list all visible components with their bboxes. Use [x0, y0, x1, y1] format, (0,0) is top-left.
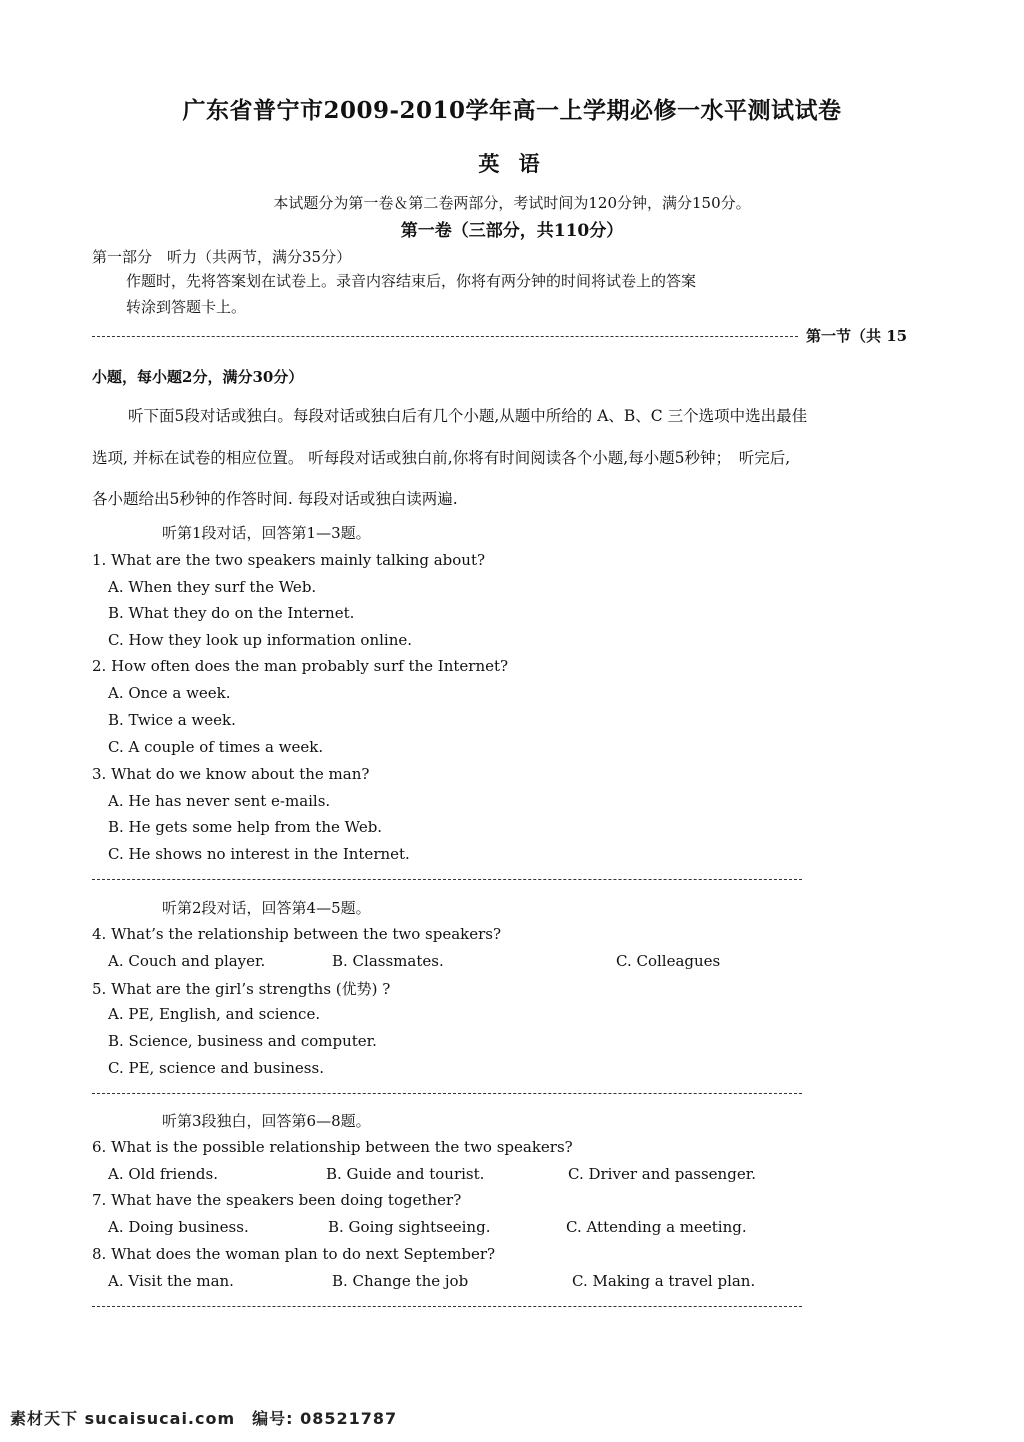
question: 3. What do we know about the man? — [92, 765, 370, 783]
subject-heading: 英 语 — [478, 151, 546, 176]
part1-note-line1: 作题时，先将答案划在试卷上。录音内容结束后，你将有两分钟的时间将试卷上的答案 — [126, 272, 697, 290]
question: 5. What are the girl’s strengths (优势) ? — [92, 980, 391, 998]
option: A. Couch and player. — [108, 952, 266, 970]
question: 2. How often does the man probably surf the Internet? — [92, 657, 509, 675]
instruction-line3: 各小题给出5秒钟的作答时间. 每段对话或独白读两遍. — [92, 490, 458, 508]
question: 6. What is the possible relationship between the two speakers? — [92, 1138, 573, 1156]
divider-line — [92, 1093, 802, 1094]
option: A. Once a week. — [108, 684, 231, 702]
section1-heading-cont: 小题，每小题2分，满分30分） — [92, 368, 304, 386]
option: B. Twice a week. — [108, 711, 236, 729]
option: A. PE, English, and science. — [108, 1005, 321, 1023]
option: C. Colleagues — [616, 952, 721, 970]
divider-line — [92, 1306, 802, 1307]
option: B. Classmates. — [332, 952, 444, 970]
option: B. Guide and tourist. — [326, 1165, 485, 1183]
option: B. Going sightseeing. — [328, 1218, 491, 1236]
option: C. Driver and passenger. — [568, 1165, 756, 1183]
part1-note-line2: 转涂到答题卡上。 — [126, 298, 247, 316]
question: 1. What are the two speakers mainly talking about? — [92, 551, 486, 569]
volume-heading: 第一卷（三部分，共110分） — [400, 221, 624, 241]
segment-label: 听第1段对话，回答第1—3题。 — [162, 524, 371, 542]
option: B. He gets some help from the Web. — [108, 818, 383, 836]
option: C. He shows no interest in the Internet. — [108, 845, 410, 863]
watermark-text: 素材天下 sucaisucai.com 编号: 08521787 — [10, 1409, 398, 1428]
part1-heading: 第一部分 听力（共两节，满分35分） — [92, 248, 352, 266]
option: A. Old friends. — [108, 1165, 218, 1183]
option: A. Visit the man. — [108, 1272, 234, 1290]
option: A. When they surf the Web. — [108, 578, 317, 596]
option: C. PE, science and business. — [108, 1059, 324, 1077]
option: C. How they look up information online. — [108, 631, 413, 649]
question: 8. What does the woman plan to do next September? — [92, 1245, 496, 1263]
divider-line — [92, 879, 802, 880]
question: 7. What have the speakers been doing together? — [92, 1191, 462, 1209]
exam-info: 本试题分为第一卷＆第二卷两部分，考试时间为120分钟，满分150分。 — [273, 194, 751, 212]
option: C. A couple of times a week. — [108, 738, 324, 756]
option: A. Doing business. — [108, 1218, 249, 1236]
exam-title: 广东省普宁市2009-2010学年高一上学期必修一水平测试试卷 — [182, 97, 842, 124]
option: A. He has never sent e-mails. — [108, 792, 331, 810]
divider-line — [92, 336, 798, 337]
instruction-line2: 选项, 并标在试卷的相应位置。 听每段对话或独白前,你将有时间阅读各个小题,每小题5秒钟； 听完后, — [92, 449, 791, 467]
section1-heading: 第一节（共 15 — [806, 327, 908, 345]
option: B. Science, business and computer. — [108, 1032, 377, 1050]
question: 4. What’s the relationship between the two speakers? — [92, 925, 502, 943]
instruction-line1: 听下面5段对话或独白。每段对话或独白后有几个小题,从题中所给的 A、B、C 三个选项中选出最佳 — [128, 407, 808, 425]
segment-label: 听第3段独白，回答第6—8题。 — [162, 1112, 371, 1130]
segment-label: 听第2段对话，回答第4—5题。 — [162, 899, 371, 917]
option: B. What they do on the Internet. — [108, 604, 355, 622]
option: B. Change the job — [332, 1272, 469, 1290]
option: C. Attending a meeting. — [566, 1218, 747, 1236]
option: C. Making a travel plan. — [572, 1272, 756, 1290]
